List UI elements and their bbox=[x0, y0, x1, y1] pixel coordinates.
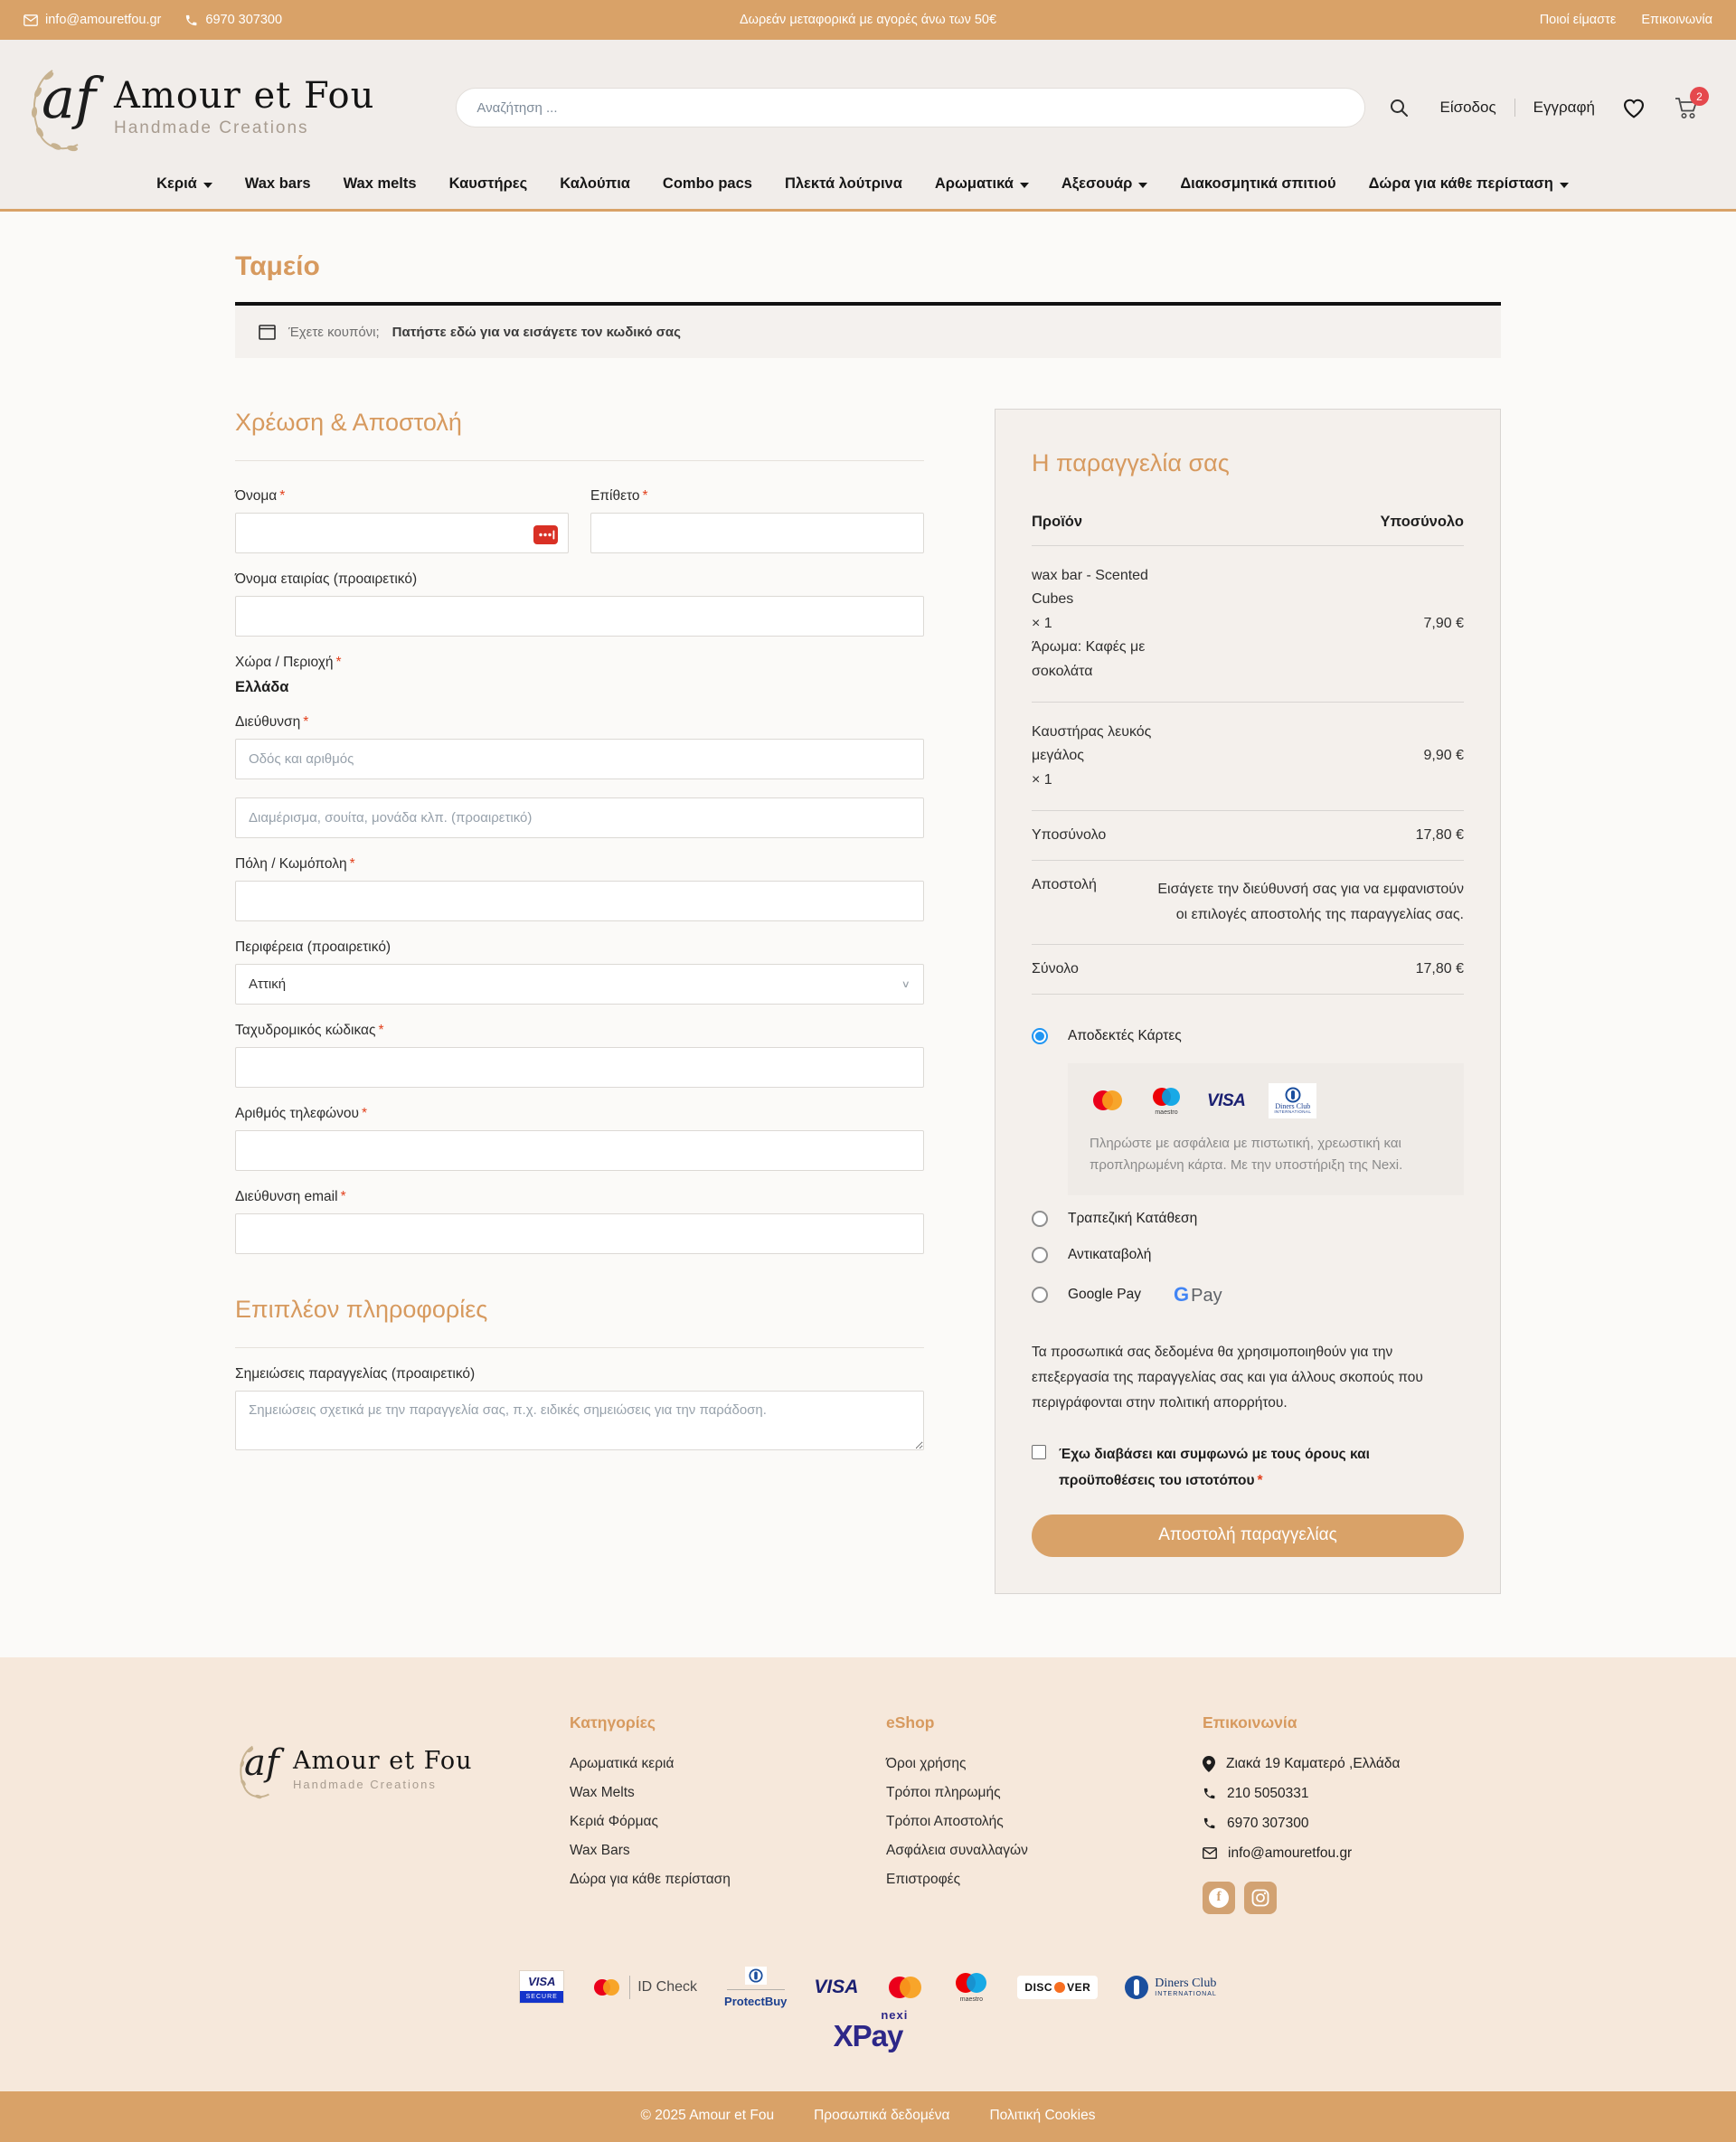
footer-eshop-title: eShop bbox=[886, 1713, 935, 1732]
mastercard-icon bbox=[1090, 1089, 1126, 1112]
personal-data-link[interactable]: Προσωπικά δεδομένα bbox=[814, 2107, 950, 2123]
logo-subtitle: Handmade Creations bbox=[114, 118, 309, 137]
coupon-toggle-link[interactable]: Πατήστε εδώ για να εισάγετε τον κωδικό σας bbox=[392, 324, 681, 340]
country-label: Χώρα / Περιοχή * bbox=[235, 655, 342, 670]
maestro-icon: maestro bbox=[1149, 1086, 1184, 1116]
payment-methods bbox=[1032, 1018, 1464, 1316]
diners-club-icon: Diners Club INTERNATIONAL bbox=[1269, 1083, 1316, 1118]
visa-secure-badge: VISA SECURE bbox=[519, 1970, 564, 2004]
site-footer bbox=[0, 1657, 1736, 2142]
free-shipping-promo: Δωρεάν μεταφορικά με αγορές άνω των 50€ bbox=[739, 13, 997, 27]
subtotal-value: 17,80 € bbox=[1415, 827, 1464, 844]
diners-club-icon bbox=[1125, 1976, 1148, 1999]
footer-link[interactable]: Wax Bars bbox=[570, 1842, 630, 1858]
billing-form bbox=[235, 409, 924, 1455]
order-item bbox=[1032, 546, 1464, 703]
nav-item-wax-melts[interactable]: Wax melts bbox=[343, 175, 417, 192]
protectbuy-badge: ProtectBuy bbox=[724, 1967, 787, 2008]
payment-method-bank-deposit[interactable]: Τραπεζική Κατάθεση bbox=[1032, 1201, 1464, 1237]
state-selected-value: Αττική bbox=[249, 977, 287, 992]
register-link[interactable]: Εγγραφή bbox=[1533, 99, 1595, 116]
first-name-input[interactable] bbox=[235, 513, 569, 553]
search-icon bbox=[1389, 98, 1409, 118]
order-notes-textarea[interactable] bbox=[235, 1391, 924, 1450]
contact-phone-2[interactable]: 6970 307300 bbox=[1203, 1816, 1501, 1832]
footer-link[interactable]: Τρόποι πληρωμής bbox=[886, 1784, 1001, 1800]
login-link[interactable]: Είσοδος bbox=[1439, 99, 1496, 116]
shipping-row: Αποστολή Εισάγετε την διεύθυνσή σας για να εμφανιστούν οι επιλογές αποστολής της παραγγελίας σας. bbox=[1032, 861, 1464, 945]
radio-bank-deposit[interactable] bbox=[1032, 1211, 1048, 1227]
coupon-question: Έχετε κουπόνι; bbox=[288, 324, 380, 340]
footer-contact-title: Επικοινωνία bbox=[1203, 1713, 1297, 1732]
footer-categories bbox=[570, 1713, 886, 1914]
visa-icon: VISA bbox=[1207, 1090, 1246, 1110]
order-item bbox=[1032, 703, 1464, 811]
phone-label: Αριθμός τηλεφώνου * bbox=[235, 1106, 367, 1121]
nav-item-keria[interactable]: Κεριά bbox=[156, 175, 212, 193]
footer-link[interactable]: Επιστροφές bbox=[886, 1871, 961, 1887]
terms-agreement bbox=[1032, 1441, 1464, 1495]
nav-item-dora[interactable]: Δώρα για κάθε περίσταση bbox=[1369, 175, 1569, 193]
radio-google-pay[interactable] bbox=[1032, 1287, 1048, 1303]
chevron-down-icon bbox=[203, 183, 212, 188]
main-nav bbox=[25, 157, 1700, 209]
google-pay-icon: G Pay bbox=[1174, 1283, 1222, 1307]
footer-logo[interactable] bbox=[235, 1737, 473, 1804]
city-label: Πόλη / Κωμόπολη * bbox=[235, 856, 355, 872]
chevron-down-icon bbox=[1560, 183, 1569, 188]
footer-contact bbox=[1203, 1713, 1501, 1914]
terms-link[interactable]: όρους και προϋποθέσεις bbox=[1059, 1446, 1370, 1489]
first-name-label: Όνομα * bbox=[235, 488, 286, 504]
footer-link[interactable]: Κεριά Φόρμας bbox=[570, 1813, 658, 1829]
order-item-name: wax bar - Scented Cubes bbox=[1032, 568, 1148, 608]
topbar-phone[interactable] bbox=[184, 13, 282, 27]
topbar-email-text: info@amouretfou.gr bbox=[45, 13, 162, 27]
email-input[interactable] bbox=[235, 1213, 924, 1254]
order-item-name: Καυστήρας λευκός μεγάλος bbox=[1032, 723, 1152, 764]
logo-title: Amour et Fou bbox=[293, 1747, 473, 1775]
phone-icon bbox=[1203, 1816, 1216, 1830]
payment-badges bbox=[0, 1967, 1736, 2008]
terms-checkbox[interactable] bbox=[1032, 1445, 1046, 1459]
location-pin-icon bbox=[1203, 1756, 1215, 1772]
topbar-phone-text: 6970 307300 bbox=[205, 13, 283, 27]
contact-phone-1[interactable]: 210 5050331 bbox=[1203, 1786, 1501, 1802]
footer-link[interactable]: Τρόποι Αποστολής bbox=[886, 1813, 1004, 1829]
wishlist-button[interactable] bbox=[1622, 97, 1646, 118]
visa-badge: VISA bbox=[814, 1976, 859, 1997]
account-divider bbox=[1514, 99, 1515, 117]
envelope-icon bbox=[24, 14, 38, 26]
xpay-nexi-logo: nexi XPay bbox=[833, 2007, 909, 2052]
order-item-qty: × 1 bbox=[1032, 615, 1052, 631]
postcode-label: Ταχυδρομικός κώδικας * bbox=[235, 1023, 384, 1038]
top-bar bbox=[0, 0, 1736, 40]
address-line1-input[interactable] bbox=[235, 739, 924, 779]
nav-item-plekta-loutrina[interactable]: Πλεκτά λούτρινα bbox=[784, 175, 902, 192]
copyright: © 2025 Amour et Fou bbox=[640, 2107, 775, 2123]
heart-icon bbox=[1622, 97, 1646, 118]
footer-link[interactable]: Όροι χρήσης bbox=[886, 1755, 967, 1771]
place-order-button[interactable]: Αποστολή παραγγελίας bbox=[1032, 1514, 1464, 1557]
nav-item-kafstires[interactable]: Καυστήρες bbox=[448, 175, 528, 192]
mastercard-id-check-badge: ID Check bbox=[591, 1976, 697, 1999]
privacy-notice: Τα προσωπικά σας δεδομένα θα χρησιμοποιηθούν για την επεξεργασία της παραγγελίας σας και για άλλους σκοπούς που περιγράφονται στην πολιτική απορρήτου. bbox=[1032, 1345, 1423, 1411]
additional-info-title: Επιπλέον πληροφορίες bbox=[235, 1296, 488, 1323]
footer-link[interactable]: Ασφάλεια συναλλαγών bbox=[886, 1842, 1028, 1858]
cart-count-badge: 2 bbox=[1690, 87, 1709, 106]
discover-badge: DISC VER bbox=[1017, 1976, 1098, 1999]
country-value: Ελλάδα bbox=[235, 679, 289, 695]
phone-icon bbox=[184, 14, 198, 27]
payment-method-cards[interactable]: Αποδεκτές Κάρτες bbox=[1032, 1018, 1464, 1054]
address-label: Διεύθυνση * bbox=[235, 714, 309, 730]
footer-eshop bbox=[886, 1713, 1203, 1914]
footer-link[interactable]: Wax Melts bbox=[570, 1784, 635, 1800]
discover-o-icon bbox=[1054, 1982, 1065, 1993]
topbar-email[interactable] bbox=[24, 13, 161, 27]
footer-categories-title: Κατηγορίες bbox=[570, 1713, 656, 1732]
facebook-icon: f bbox=[1209, 1888, 1229, 1908]
contact-email[interactable]: info@amouretfou.gr bbox=[1203, 1845, 1501, 1862]
instagram-button[interactable] bbox=[1244, 1882, 1277, 1914]
total-row: Σύνολο 17,80 € bbox=[1032, 945, 1464, 995]
site-header bbox=[0, 40, 1736, 212]
topbar-link-contact[interactable]: Επικοινωνία bbox=[1641, 13, 1713, 27]
coupon-notice bbox=[235, 302, 1501, 358]
bottom-bar bbox=[0, 2091, 1736, 2142]
phone-input[interactable] bbox=[235, 1130, 924, 1171]
search-button[interactable] bbox=[1389, 98, 1409, 118]
address-line2-input[interactable] bbox=[235, 797, 924, 838]
cookies-policy-link[interactable]: Πολιτική Cookies bbox=[989, 2107, 1096, 2123]
mastercard-badge bbox=[885, 1975, 925, 2000]
nav-item-wax-bars[interactable]: Wax bars bbox=[244, 175, 311, 192]
order-title: Η παραγγελία σας bbox=[1032, 449, 1230, 477]
order-item-qty: × 1 bbox=[1032, 771, 1052, 788]
company-label: Όνομα εταιρίας (προαιρετικό) bbox=[235, 571, 418, 587]
cards-note: Πληρώστε με ασφάλεια με πιστωτική, χρεωστική και προπληρωμένη κάρτα. Με την υποστήριξη της Nexi. bbox=[1090, 1135, 1403, 1174]
password-manager-icon[interactable] bbox=[533, 525, 558, 544]
shipping-message: Εισάγετε την διεύθυνσή σας για να εμφανιστούν οι επιλογές αποστολής της παραγγελίας σας. bbox=[1157, 882, 1464, 923]
order-col-product: Προϊόν bbox=[1032, 514, 1083, 530]
footer-link[interactable]: Δώρα για κάθε περίσταση bbox=[570, 1871, 731, 1887]
total-value: 17,80 € bbox=[1415, 961, 1464, 977]
state-label: Περιφέρεια (προαιρετικό) bbox=[235, 939, 392, 955]
logo-monogram-icon: af bbox=[25, 58, 112, 157]
envelope-icon bbox=[1203, 1847, 1217, 1859]
section-divider bbox=[235, 1347, 924, 1348]
diners-club-international-badge: Diners Club INTERNATIONAL bbox=[1125, 1976, 1217, 1999]
order-notes-label: Σημειώσεις παραγγελίας (προαιρετικό) bbox=[235, 1366, 476, 1382]
logo-title: Amour et Fou bbox=[114, 75, 375, 117]
subtotal-row: Υποσύνολο 17,80 € bbox=[1032, 811, 1464, 861]
accepted-cards-panel bbox=[1068, 1063, 1464, 1195]
nav-item-diakosmitika[interactable]: Διακοσμητικά σπιτιού bbox=[1180, 175, 1336, 192]
billing-title: Χρέωση & Αποστολή bbox=[235, 409, 462, 436]
phone-icon bbox=[1203, 1787, 1216, 1800]
city-input[interactable] bbox=[235, 881, 924, 921]
last-name-label: Επίθετο * bbox=[590, 488, 648, 504]
order-item-price: 9,90 € bbox=[1423, 748, 1464, 764]
payment-method-cod[interactable]: Αντικαταβολή bbox=[1032, 1237, 1464, 1273]
nav-item-aksesouar[interactable]: Αξεσουάρ bbox=[1061, 175, 1147, 193]
nav-item-kaloupia[interactable]: Καλούπια bbox=[560, 175, 630, 192]
nav-item-aromatika[interactable]: Αρωματικά bbox=[935, 175, 1029, 193]
contact-address: Ζιακά 19 Καματερό ,Ελλάδα bbox=[1203, 1756, 1501, 1772]
maestro-badge: maestro bbox=[952, 1971, 990, 2003]
site-logo[interactable] bbox=[25, 58, 374, 157]
chevron-down-icon bbox=[1020, 183, 1029, 188]
order-item-meta: Άρωμα: Καφές με σοκολάτα bbox=[1032, 639, 1146, 679]
logo-monogram-icon: af bbox=[235, 1737, 291, 1804]
cart-button[interactable] bbox=[1673, 90, 1703, 120]
nav-item-combo-pacs[interactable]: Combo pacs bbox=[662, 175, 752, 192]
email-label: Διεύθυνση email * bbox=[235, 1189, 346, 1204]
last-name-input[interactable] bbox=[590, 513, 924, 553]
state-select[interactable] bbox=[235, 964, 924, 1005]
order-col-subtotal: Υποσύνολο bbox=[1380, 514, 1464, 530]
search-input[interactable] bbox=[456, 88, 1365, 127]
company-input[interactable] bbox=[235, 596, 924, 637]
order-summary bbox=[995, 409, 1501, 1594]
postcode-input[interactable] bbox=[235, 1047, 924, 1088]
page-title: Ταμείο bbox=[235, 251, 320, 281]
terms-text: Έχω διαβάσει και συμφωνώ με τους όρους και προϋποθέσεις του ιστοτόπου * bbox=[1059, 1446, 1370, 1489]
radio-cod[interactable] bbox=[1032, 1247, 1048, 1263]
footer-link[interactable]: Αρωματικά κεριά bbox=[570, 1755, 675, 1771]
chevron-down-icon bbox=[1138, 183, 1147, 188]
topbar-link-about[interactable]: Ποιοί είμαστε bbox=[1539, 13, 1617, 27]
order-item-price: 7,90 € bbox=[1423, 615, 1464, 631]
logo-subtitle: Handmade Creations bbox=[293, 1778, 437, 1792]
coupon-icon bbox=[259, 325, 276, 340]
radio-cards[interactable] bbox=[1032, 1028, 1048, 1044]
facebook-button[interactable] bbox=[1203, 1882, 1235, 1914]
payment-method-google-pay[interactable]: Google Pay G Pay bbox=[1032, 1273, 1464, 1316]
instagram-icon bbox=[1251, 1889, 1269, 1907]
section-divider bbox=[235, 460, 924, 461]
chevron-down-icon: ∨ bbox=[901, 977, 910, 990]
